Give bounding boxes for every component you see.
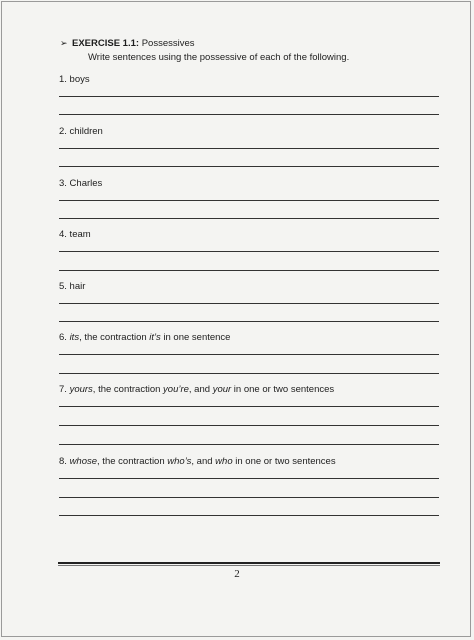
term: who’s — [167, 456, 192, 467]
answer-line[interactable] — [59, 96, 439, 97]
footer-rule-thin — [58, 565, 440, 566]
question-text: , the contraction — [92, 384, 164, 395]
term: it’s — [149, 332, 161, 343]
answer-line[interactable] — [59, 166, 439, 167]
question-number: 7. — [59, 384, 70, 395]
term: yours — [69, 384, 93, 395]
exercise-label: EXERCISE 1.1: — [72, 38, 140, 49]
answer-line[interactable] — [59, 444, 439, 445]
arrow-bullet-icon: ➢ — [60, 38, 68, 48]
answer-line[interactable] — [59, 148, 439, 149]
question-4: 4. team — [59, 229, 91, 240]
exercise-heading — [60, 38, 195, 49]
exercise-topic: Possessives — [139, 38, 195, 49]
question-7 — [59, 384, 334, 395]
answer-line[interactable] — [59, 354, 439, 355]
question-text: , and — [188, 384, 213, 395]
answer-line[interactable] — [59, 114, 439, 115]
question-number: 6. — [59, 332, 70, 343]
question-3: 3. Charles — [59, 178, 103, 189]
term: you’re — [163, 384, 189, 395]
answer-line[interactable] — [59, 478, 439, 479]
answer-line[interactable] — [59, 515, 439, 516]
question-6 — [59, 332, 230, 343]
answer-line[interactable] — [59, 303, 439, 304]
answer-line[interactable] — [59, 497, 439, 498]
term: your — [212, 384, 232, 395]
question-1: 1. boys — [59, 74, 90, 85]
answer-line[interactable] — [59, 270, 439, 271]
answer-line[interactable] — [59, 321, 439, 322]
question-text: , the contraction — [97, 456, 168, 467]
question-text: , and — [191, 456, 216, 467]
term: its — [69, 332, 80, 343]
question-5: 5. hair — [59, 281, 86, 292]
question-text: , the contraction — [79, 332, 150, 343]
question-text: in one or two sentences — [232, 456, 336, 467]
answer-line[interactable] — [59, 425, 439, 426]
footer-rule — [58, 562, 440, 564]
term: whose — [69, 456, 98, 467]
answer-line[interactable] — [59, 251, 439, 252]
exercise-instruction: Write sentences using the possessive of each of the following. — [88, 52, 350, 63]
question-8 — [59, 456, 336, 467]
question-text: in one or two sentences — [231, 384, 335, 395]
page-number: 2 — [234, 568, 240, 580]
answer-line[interactable] — [59, 406, 439, 407]
question-text: in one sentence — [160, 332, 231, 343]
answer-line[interactable] — [59, 218, 439, 219]
answer-line[interactable] — [59, 373, 439, 374]
term: who — [215, 456, 233, 467]
question-2: 2. children — [59, 126, 103, 137]
answer-line[interactable] — [59, 200, 439, 201]
question-number: 8. — [59, 456, 70, 467]
